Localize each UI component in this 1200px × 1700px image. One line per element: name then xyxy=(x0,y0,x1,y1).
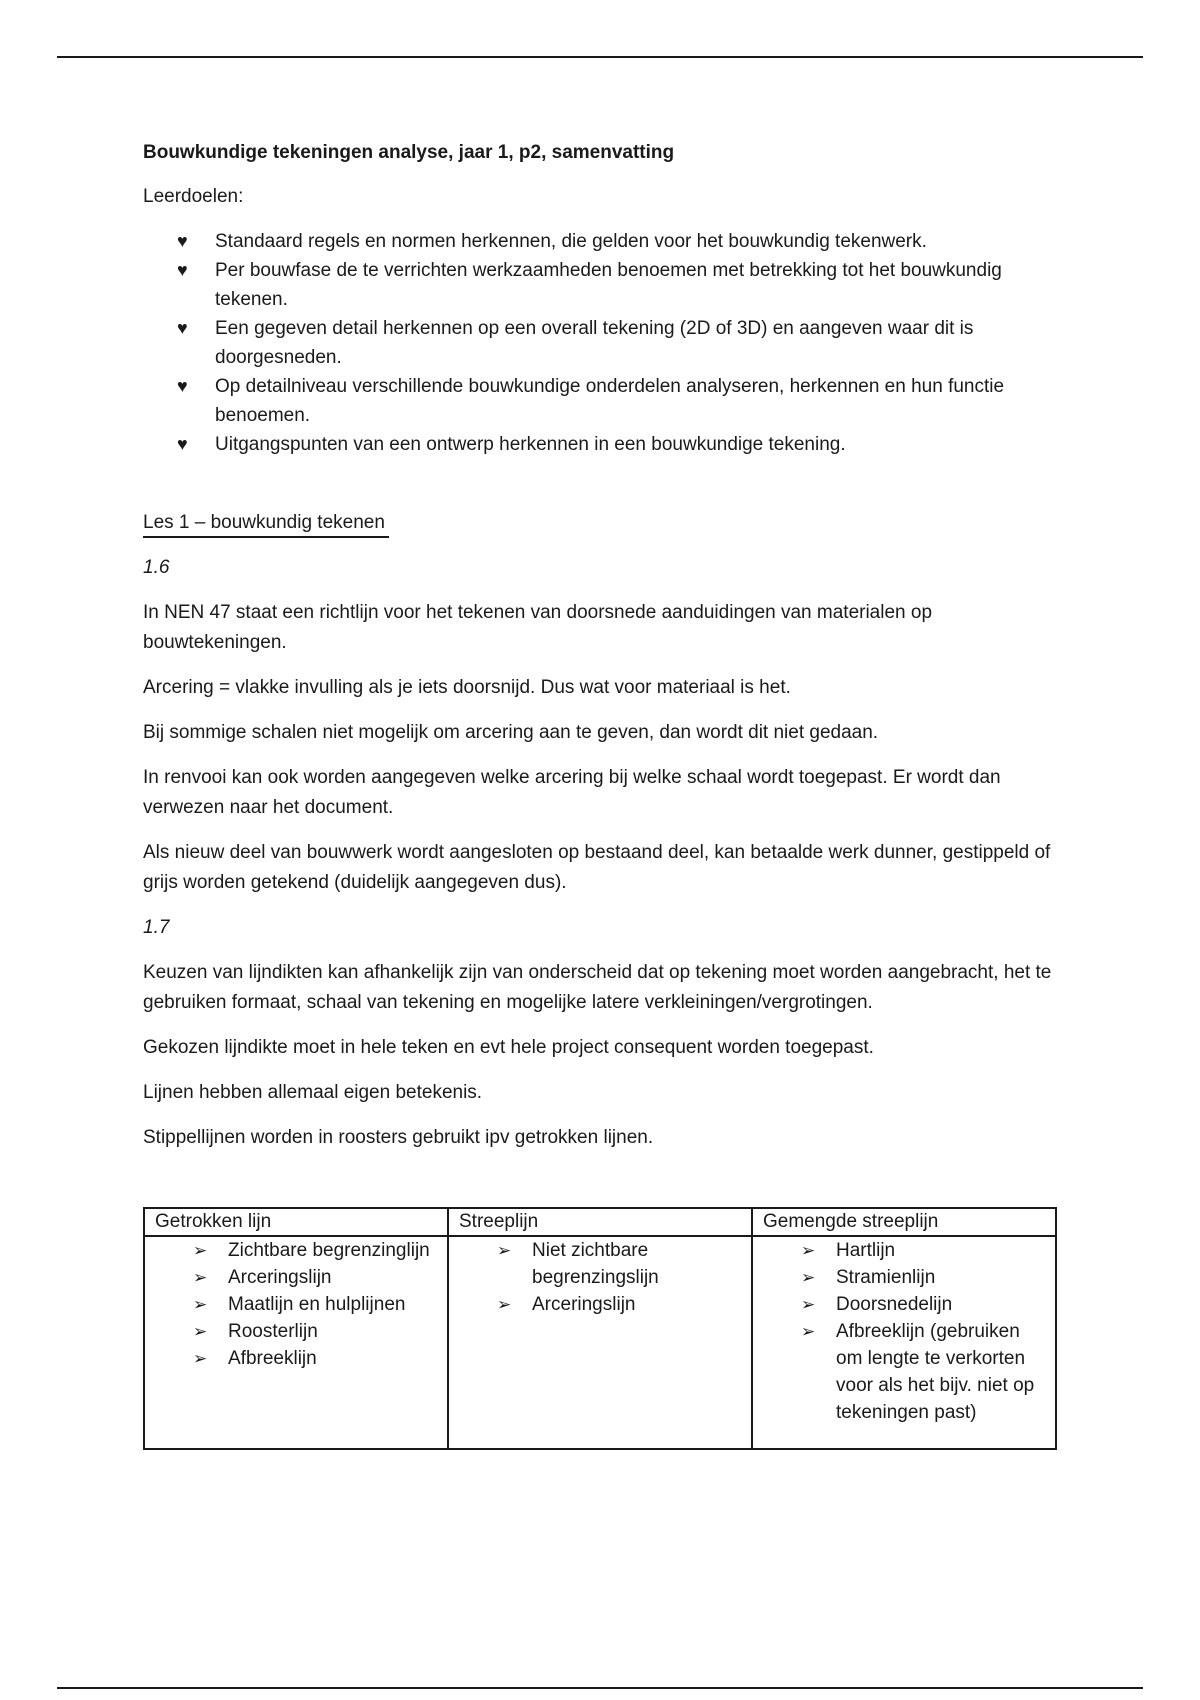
arrow-bullet-icon: ➢ xyxy=(801,1322,816,1341)
arrow-bullet-icon: ➢ xyxy=(193,1295,208,1314)
heart-bullet-icon: ♥ xyxy=(177,318,188,338)
arrow-bullet-icon: ➢ xyxy=(497,1241,512,1260)
list-item: ➢ Doorsnedelijn xyxy=(753,1291,1055,1318)
document-body xyxy=(143,138,1063,1450)
table-header-row xyxy=(144,1208,1056,1236)
table-header-cell: Streeplijn xyxy=(448,1208,752,1236)
arrow-bullet-icon: ➢ xyxy=(801,1268,816,1287)
table-header-cell: Getrokken lijn xyxy=(144,1208,448,1236)
heart-bullet-icon: ♥ xyxy=(177,376,188,396)
list-item: ➢ Afbreeklijn (gebruiken om lengte te verkorten voor als het bijv. niet op tekeningen past) xyxy=(753,1318,1055,1426)
document-title: Bouwkundige tekeningen analyse, jaar 1, p2, samenvatting xyxy=(143,142,675,163)
list-item: ➢ Roosterlijn xyxy=(145,1318,447,1345)
arrow-bullet-icon: ➢ xyxy=(193,1322,208,1341)
list-item: ➢ Stramienlijn xyxy=(753,1264,1055,1291)
table-cell xyxy=(448,1236,752,1449)
list-item: ➢ Maatlijn en hulplijnen xyxy=(145,1291,447,1318)
table-cell xyxy=(144,1236,448,1449)
line-type-list xyxy=(145,1237,447,1372)
paragraph: Gekozen lijndikte moet in hele teken en evt hele project consequent worden toegepast. xyxy=(143,1037,874,1058)
leerdoelen-label: Leerdoelen: xyxy=(143,186,244,207)
arrow-bullet-icon: ➢ xyxy=(801,1241,816,1260)
heart-bullet-icon: ♥ xyxy=(177,434,188,454)
paragraph: Lijnen hebben allemaal eigen betekenis. xyxy=(143,1082,483,1103)
list-item: ➢ Arceringslijn xyxy=(145,1264,447,1291)
top-rule xyxy=(57,56,1143,58)
paragraph: Keuzen van lijndikten kan afhankelijk zijn van onderscheid dat op tekening moet worden aangebracht, het te gebruiken formaat, schaal van tekening en mogelijke latere verkleiningen/vergrotingen. xyxy=(143,962,1052,1013)
list-item: ♥ Op detailniveau verschillende bouwkundige onderdelen analyseren, herkennen en hun functie benoemen. xyxy=(143,372,1063,430)
paragraph: Als nieuw deel van bouwwerk wordt aangesloten op bestaand deel, kan betaalde werk dunner, gestippeld of grijs worden getekend (duidelijk aangegeven dus). xyxy=(143,842,1051,893)
arrow-bullet-icon: ➢ xyxy=(193,1268,208,1287)
paragraph: Bij sommige schalen niet mogelijk om arcering aan te geven, dan wordt dit niet gedaan. xyxy=(143,722,879,743)
paragraph: In NEN 47 staat een richtlijn voor het tekenen van doorsnede aanduidingen van materialen op bouwtekeningen. xyxy=(143,602,933,653)
arrow-bullet-icon: ➢ xyxy=(193,1241,208,1260)
list-item: ♥ Per bouwfase de te verrichten werkzaamheden benoemen met betrekking tot het bouwkundig tekenen. xyxy=(143,256,1063,314)
list-item: ➢ Afbreeklijn xyxy=(145,1345,447,1372)
paragraph: Stippellijnen worden in roosters gebruikt ipv getrokken lijnen. xyxy=(143,1127,654,1148)
subsection-number: 1.7 xyxy=(143,917,170,938)
paragraph: Arcering = vlakke invulling als je iets doorsnijd. Dus wat voor materiaal is het. xyxy=(143,677,791,698)
arrow-bullet-icon: ➢ xyxy=(801,1295,816,1314)
arrow-bullet-icon: ➢ xyxy=(497,1295,512,1314)
table-cell xyxy=(752,1236,1056,1449)
section-heading: Les 1 – bouwkundig tekenen xyxy=(143,511,389,538)
table-row xyxy=(144,1236,1056,1449)
subsection-number: 1.6 xyxy=(143,557,170,578)
heart-bullet-icon: ♥ xyxy=(177,231,188,251)
leerdoelen-list xyxy=(143,227,1063,459)
list-item: ➢ Arceringslijn xyxy=(449,1291,751,1318)
line-type-list xyxy=(449,1237,751,1318)
arrow-bullet-icon: ➢ xyxy=(193,1349,208,1368)
paragraph: In renvooi kan ook worden aangegeven welke arcering bij welke schaal wordt toegepast. Er wordt dan verwezen naar het document. xyxy=(143,767,1001,818)
list-item: ➢ Hartlijn xyxy=(753,1237,1055,1264)
heart-bullet-icon: ♥ xyxy=(177,260,188,280)
line-types-table xyxy=(143,1207,1057,1450)
bottom-rule xyxy=(57,1687,1143,1689)
table-header-cell: Gemengde streeplijn xyxy=(752,1208,1056,1236)
list-item: ➢ Zichtbare begrenzinglijn xyxy=(145,1237,447,1264)
list-item: ➢ Niet zichtbare begrenzingslijn xyxy=(449,1237,751,1291)
line-type-list xyxy=(753,1237,1055,1426)
list-item: ♥ Een gegeven detail herkennen op een overall tekening (2D of 3D) en aangeven waar dit is doorgesneden. xyxy=(143,314,1063,372)
list-item: ♥ Standaard regels en normen herkennen, die gelden voor het bouwkundig tekenwerk. xyxy=(143,227,1063,256)
list-item: ♥ Uitgangspunten van een ontwerp herkennen in een bouwkundige tekening. xyxy=(143,430,1063,459)
